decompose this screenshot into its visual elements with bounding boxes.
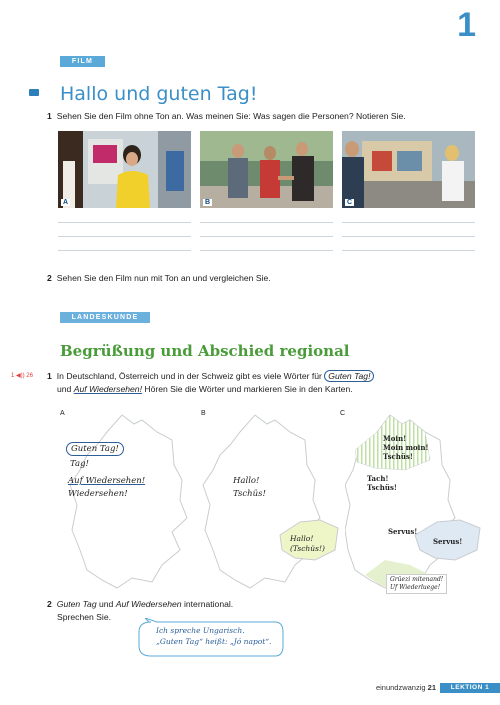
map-c-middle-group (367, 474, 397, 492)
bubble-line-2: „Guten Tag“ heißt: „Jó napot“. (156, 637, 272, 646)
photo-a-image (58, 131, 191, 208)
auf-wiedersehen-underlined: Auf Wiedersehen! (73, 384, 142, 394)
footer-page-number: 21 (427, 683, 436, 692)
audio-track[interactable]: 1 ◀)) 26 (11, 373, 33, 379)
map-a-line-2: Tag! (70, 459, 89, 469)
map-b-letter: B (201, 410, 206, 417)
map-c-line-2: Moin moin! (383, 443, 429, 452)
landeskunde-and: und (57, 384, 72, 394)
landeskunde-task1-text: In Deutschland, Österreich und in der Schweiz gibt es viele Wörter für (56, 371, 322, 381)
answer-line-c1[interactable] (342, 222, 475, 223)
film-task2-number: 2 (47, 273, 52, 283)
answer-line-c2[interactable] (342, 236, 475, 237)
guten-tag-circled: Guten Tag! (324, 370, 374, 382)
task2-auf-wiedersehen: Auf Wiedersehen (115, 599, 182, 609)
photo-a-letter: A (63, 199, 69, 206)
map-c-line-8: Grüezi mitenand! (390, 576, 444, 583)
map-c-line-9: Uf Wiederluege! (390, 584, 441, 591)
map-b-outline (200, 410, 340, 600)
map-a-line-1: Guten Tag! (66, 442, 124, 456)
film-photo-c (342, 131, 475, 208)
answer-line-a2[interactable] (58, 236, 191, 237)
map-b-line-1: Hallo! (233, 476, 260, 486)
lektion-badge: LEKTION 1 (440, 683, 500, 693)
landeskunde-task1-number: 1 (47, 371, 52, 381)
map-b-line-4: (Tschüs!) (290, 544, 325, 553)
landeskunde-task2-line2: Sprechen Sie. (57, 612, 111, 622)
page-number: 1 (457, 6, 476, 44)
film-label: FILM (60, 56, 105, 67)
map-a-letter: A (60, 410, 65, 417)
answer-line-c3[interactable] (342, 250, 475, 251)
map-a-line-4: Wiedersehen! (68, 489, 128, 499)
landeskunde-label: LANDESKUNDE (60, 312, 150, 323)
map-a-line-3: Auf Wiedersehen! (68, 476, 146, 486)
map-c-swiss-box (386, 574, 447, 594)
answer-line-a1[interactable] (58, 222, 191, 223)
map-c-line-3: Tschüs! (383, 452, 413, 461)
map-c-letter: C (340, 410, 346, 417)
film-photo-a (58, 131, 191, 208)
landeskunde-task2-number: 2 (47, 599, 52, 609)
landeskunde-task1-line1 (47, 371, 477, 381)
bubble-line-1: Ich spreche Ungarisch. (156, 626, 245, 635)
task2-international: international. (183, 599, 234, 609)
film-task1 (47, 111, 487, 121)
film-icon (29, 89, 39, 96)
photo-b-image (200, 131, 333, 208)
photo-c-letter: C (347, 199, 353, 206)
landeskunde-task2-line1 (47, 599, 347, 609)
answer-line-b2[interactable] (200, 236, 333, 237)
film-photo-b (200, 131, 333, 208)
map-c-line-4: Tach! (367, 474, 389, 483)
task2-und: und (99, 599, 114, 609)
answer-line-b1[interactable] (200, 222, 333, 223)
landeskunde-task1-line2 (57, 384, 487, 394)
map-b-line-2: Tschüs! (233, 489, 266, 499)
map-b-line-3: Hallo! (290, 534, 314, 543)
map-c-line-5: Tschüs! (367, 483, 397, 492)
film-task2 (47, 273, 487, 283)
landeskunde-task1-rest: Hören Sie die Wörter und markieren Sie in den Karten. (144, 384, 353, 394)
map-c-north-group (383, 434, 429, 461)
landeskunde-title: Begrüßung und Abschied regional (60, 342, 350, 360)
map-a-guten-tag (66, 443, 124, 455)
map-c-line-7: Servus! (433, 537, 463, 546)
footer-word: einundzwanzig (375, 683, 426, 692)
answer-line-a3[interactable] (58, 250, 191, 251)
film-task1-text: Sehen Sie den Film ohne Ton an. Was meinen Sie: Was sagen die Personen? Notieren Sie. (56, 111, 406, 121)
photo-b-letter: B (205, 199, 211, 206)
footer-page-label (376, 683, 436, 692)
task2-guten-tag: Guten Tag (56, 599, 97, 609)
film-task1-number: 1 (47, 111, 52, 121)
film-task2-text: Sehen Sie den Film nun mit Ton an und vergleichen Sie. (56, 273, 271, 283)
answer-line-b3[interactable] (200, 250, 333, 251)
map-c-line-1: Moin! (383, 434, 407, 443)
map-c-line-6: Servus! (388, 527, 418, 536)
photo-c-image (342, 131, 475, 208)
film-title: Hallo und guten Tag! (60, 83, 258, 105)
map-a-outline (62, 410, 192, 600)
